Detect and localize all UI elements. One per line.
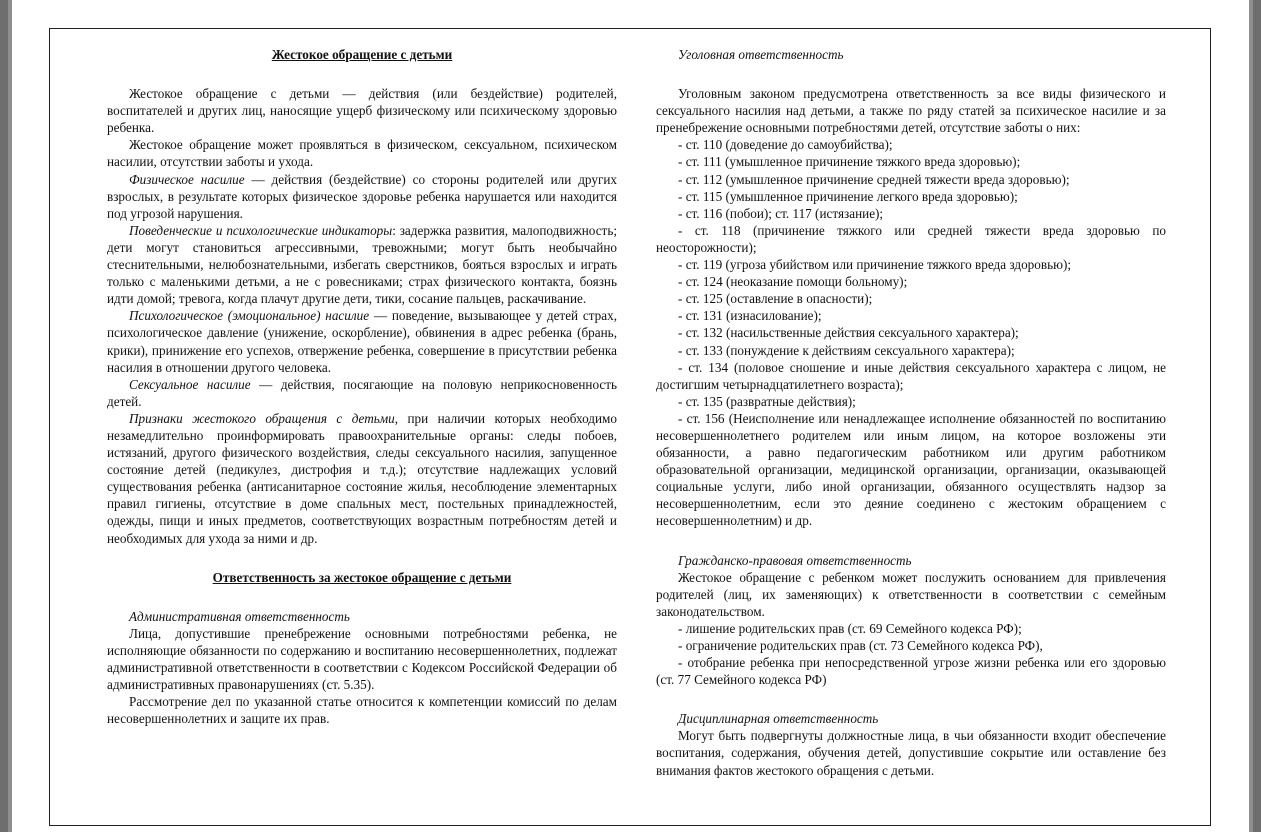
list-item: - отобрание ребенка при непосредственной угрозе жизни ребенка или его здоровью (ст. 77 Семейного кодекса РФ) <box>656 655 1166 688</box>
disciplinary-text: Могут быть подвергнуты должностные лица, в чьи обязанности входит обеспечение воспитания, содержания, обучения детей, допустившие сокрытие или оставление без внимания фактов жестокого обращения с детьми. <box>656 728 1166 778</box>
disciplinary-heading: Дисциплинарная ответственность <box>678 711 879 727</box>
text-signs: , при наличии которых необходимо незамедлительно проинформировать правоохранительные органы: следы побоев, истязаний, другого физического воздействия, следы сексуального насилия, запущенное состояние детей (педикулез, дистрофия и т.д.); отсутствие надлежащих условий существования ребенка (антисанитарное состояние жилья, несоблюдение элементарных правил гигиены, отсутствие в доме спальных мест, постельных принадлежностей, одежды, пищи и иных предметов, соответствующих возрастным потребностям детей и необходимых для ухода за ними и др. <box>107 410 617 546</box>
page-border <box>49 28 1211 826</box>
paragraph-indicators <box>107 222 617 307</box>
text-indicators: : задержка развития, малоподвижность; дети могут становиться агрессивными, тревожными; могут быть необычайно стеснительными, нелюбознательными, избегать сверстников, бояться взрослых и играть только с маленькими детьми, а не с ровесниками; страх физического контакта, боязнь идти домой; тревога, когда плачут другие дети, тики, сосание пальцев, раскачивание. <box>107 222 618 307</box>
list-item: - ст. 125 (оставление в опасности); <box>678 291 873 307</box>
list-item: - лишение родительских прав (ст. 69 Семейного кодекса РФ); <box>678 620 1022 636</box>
viewer-margin-left <box>0 0 8 832</box>
list-item: - ст. 119 (угроза убийством или причинение тяжкого вреда здоровью); <box>678 257 1072 273</box>
paragraph-forms: Жестокое обращение может проявляться в физическом, сексуальном, психическом насилии, отсутствии заботы и ухода. <box>107 137 617 170</box>
admin-paragraph-2: Рассмотрение дел по указанной статье относится к компетенции комиссий по делам несовершеннолетних и защите их прав. <box>107 694 617 727</box>
list-item: - ст. 124 (неоказание помощи больному); <box>678 274 908 290</box>
admin-heading: Административная ответственность <box>129 608 350 624</box>
criminal-list <box>656 136 1166 529</box>
right-column <box>656 46 1166 779</box>
list-item: - ст. 132 (насильственные действия сексуального характера); <box>678 325 1019 341</box>
list-item: - ст. 131 (изнасилование); <box>678 308 822 324</box>
paragraph-signs <box>107 410 617 547</box>
list-item: - ст. 118 (причинение тяжкого или средней тяжести вреда здоровью по неосторожности); <box>656 222 1166 255</box>
term-indicators: Поведенческие и психологические индикаторы <box>129 222 393 238</box>
admin-paragraph-1: Лица, допустившие пренебрежение основными потребностями ребенка, не исполняющие обязанности по содержанию и воспитанию несовершеннолетних, подлежат административной ответственности в соответствии с Кодексом Российской Федерации об административных правонарушениях (ст. 5.35). <box>107 625 617 693</box>
list-item: - ст. 111 (умышленное причинение тяжкого вреда здоровью); <box>678 154 1021 170</box>
list-item: - ст. 115 (умышленное причинение легкого вреда здоровью); <box>678 188 1018 204</box>
list-item: - ст. 156 (Неисполнение или ненадлежащее исполнение обязанностей по воспитанию несовершеннолетнего родителем или иным лицом, на которое возложены эти обязанности, а равно педагогическим работником или другим работником образовательной организации, медицинской организации, организации, оказывающей социальные услуги, либо иной организации, обязанного осуществлять надзор за несовершеннолетним, если это деяние соединено с жестоким обращением с несовершеннолетним) и др. <box>656 410 1166 529</box>
section-title-responsibility: Ответственность за жестокое обращение с детьми <box>212 569 512 585</box>
text-physical: — действия (бездействие) со стороны родителей или других взрослых, в результате которых физическое здоровье ребенка нарушается или находится под угрозой нарушения. <box>107 171 617 221</box>
viewer-scrollbar[interactable] <box>1253 0 1261 832</box>
civil-intro: Жестокое обращение с ребенком может послужить основанием для привлечения родителей (лиц, их заменяющих) к ответственности в соответствии с семейным законодательством. <box>656 569 1166 619</box>
document-page <box>12 0 1249 832</box>
civil-heading: Гражданско-правовая ответственность <box>678 552 912 568</box>
term-physical: Физическое насилие <box>129 171 245 187</box>
list-item: - ст. 133 (понуждение к действиям сексуального характера); <box>678 342 1015 358</box>
term-sexual: Сексуальное насилие <box>129 376 251 392</box>
list-item: - ст. 116 (побои); ст. 117 (истязание); <box>678 205 884 221</box>
term-signs: Признаки жестокого обращения с детьми <box>129 410 395 426</box>
list-item: - ст. 110 (доведение до самоубийства); <box>678 137 893 153</box>
left-column <box>107 46 617 727</box>
paragraph-psychological <box>107 307 617 375</box>
list-item: - ст. 134 (половое сношение и иные действия сексуального характера с лицом, не достигшим четырнадцатилетнего возраста); <box>656 359 1166 392</box>
term-psychological: Психологическое (эмоциональное) насилие <box>129 308 370 324</box>
list-item: - ст. 112 (умышленное причинение средней тяжести вреда здоровью); <box>678 171 1070 187</box>
paragraph-sexual <box>107 376 617 410</box>
criminal-heading: Уголовная ответственность <box>678 47 844 62</box>
list-item: - ст. 135 (развратные действия); <box>678 393 856 409</box>
text-psychological: — поведение, вызывающее у детей страх, психологическое давление (унижение, оскорбление), обвинения в адрес ребенка (брань, крики), принижение его успехов, отвержение ребенка, совершение в присутствии ребенка насилия в отношении другого человека. <box>107 308 618 375</box>
paragraph-definition: Жестокое обращение с детьми — действия (или бездействие) родителей, воспитателей и других лиц, наносящие ущерб физическому или психическому здоровью ребенка. <box>107 86 617 136</box>
list-item: - ограничение родительских прав (ст. 73 Семейного кодекса РФ), <box>678 638 1043 653</box>
main-title: Жестокое обращение с детьми <box>271 47 453 62</box>
criminal-intro: Уголовным законом предусмотрена ответственность за все виды физического и сексуального насилия над детьми, а также по ряду статей за психическое насилие и за пренебрежение основными потребностями детей, отсутствие заботы о них: <box>656 86 1166 136</box>
civil-list <box>656 620 1166 688</box>
paragraph-physical <box>107 171 617 222</box>
text-sexual: — действия, посягающие на половую неприкосновенность детей. <box>107 376 617 409</box>
